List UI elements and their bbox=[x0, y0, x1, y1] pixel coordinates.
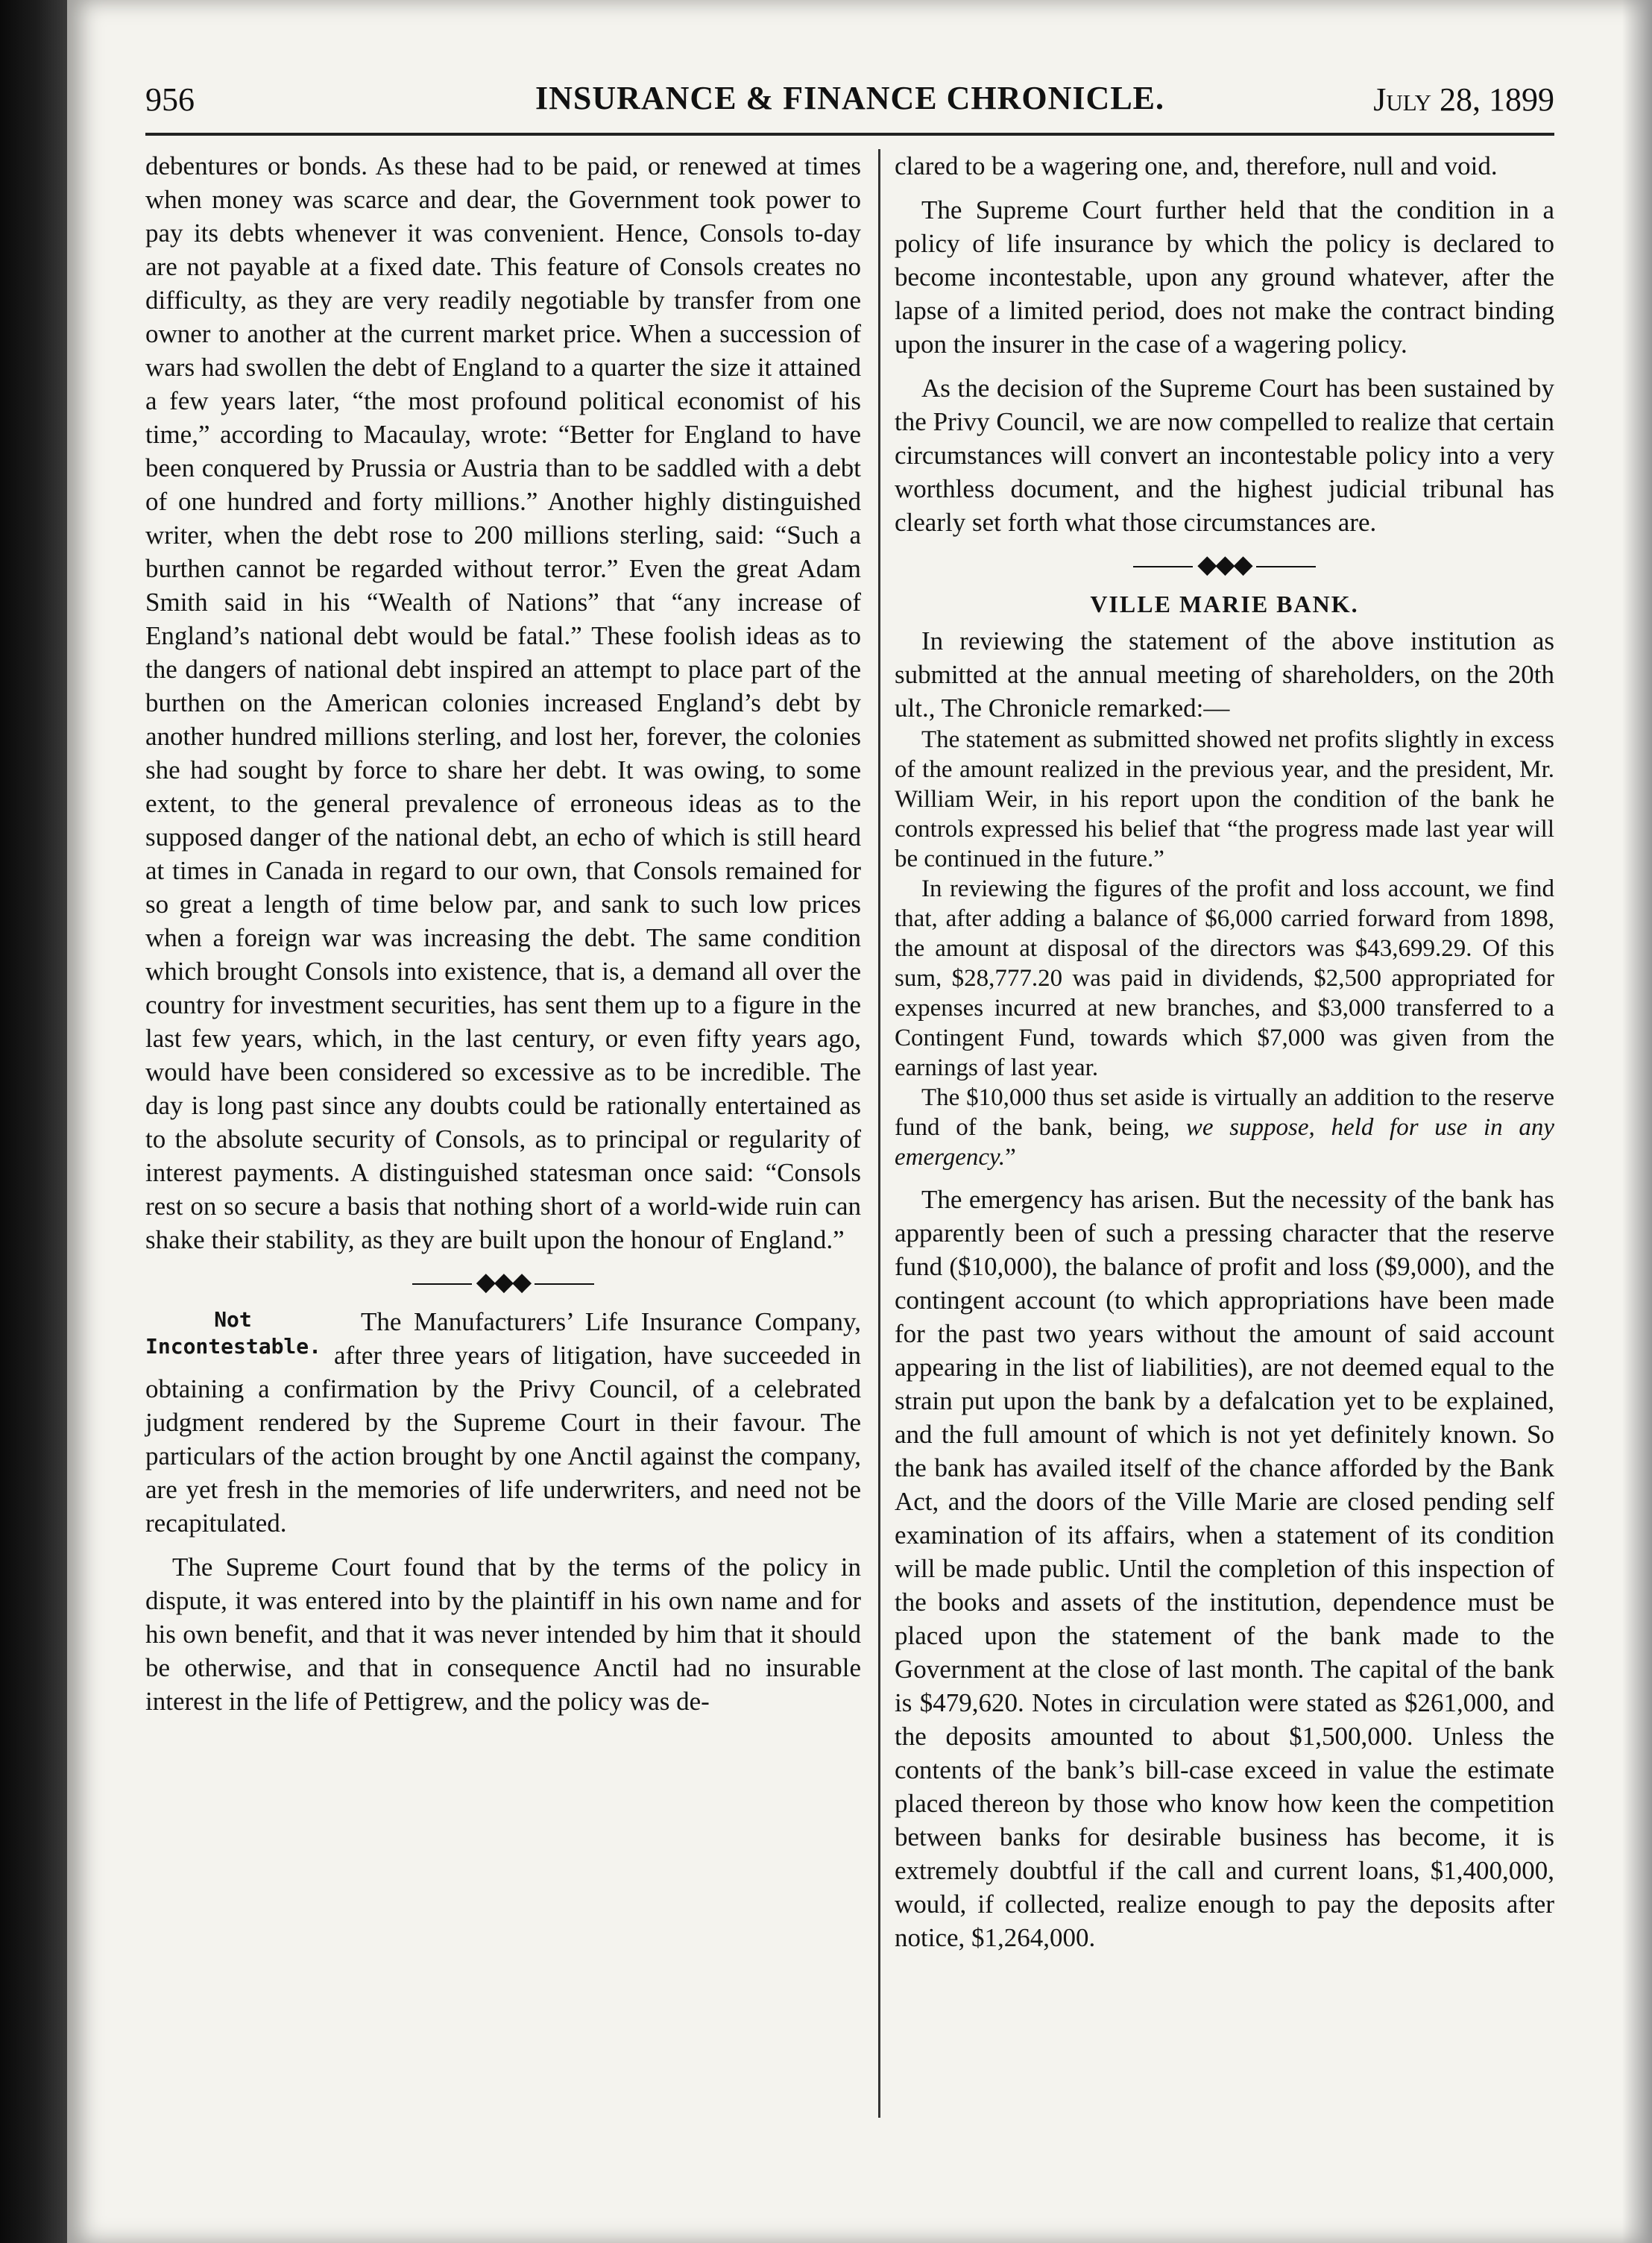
side-heading-not-incontestable: Not Incontestable. bbox=[145, 1307, 322, 1359]
reserve-addition-italic: we suppose, held for use in any emergency. bbox=[895, 1114, 1555, 1171]
emergency-paragraph: The emergency has arisen. But the necessity of the bank has apparently been of such a pressing character that the reserve fund ($10,000), the balance of profit and loss ($9,000), and the contingent account (to which appropriations have been made for the past two years without the amount of said account appearing in the list of liabilities), are not deemed equal to the strain put upon the bank by a defalcation yet to be explained, and the full amount of which is not yet definitely known. So the bank has availed itself of the chance afforded by the Bank Act, and the doors of the Ville Marie are closed pending self examination of its affairs, when a statement of its condition will be made public. Until the completion of this inspection of the books and assets of the institution, dependence must be placed upon the statement of the bank made to the Government at the close of last month. The capital of the bank is $479,620. Notes in circulation were stated as $261,000, and the deposits amounted to about $1,500,000. Unless the contents of the bank’s bill-case exceed in value the estimate placed thereon by those who know how keen the competition between banks for desirable business has become, it is extremely doubtful if the call and current loans, $1,400,000, would, if collected, realize enough to pay the deposits after notice, $1,264,000. bbox=[895, 1185, 1554, 1952]
page-number: 956 bbox=[145, 81, 195, 118]
incontestable-condition-paragraph: The Supreme Court further held that the condition in a policy of life insurance by which the policy is declared to become incontestable, upon any ground whatever, after the lapse of a limited period, does not make the contract binding upon the insurer in the case of a wagering policy. bbox=[895, 195, 1554, 359]
privy-council-paragraph: As the decision of the Supreme Court has been sustained by the Privy Council, we are now compelled to realize that certain circumstances will convert an incontestable policy into a very worthless document, and the highest judicial tribunal has clearly set forth what those circumstances are. bbox=[895, 374, 1554, 537]
ville-marie-intro-paragraph: In reviewing the statement of the above institution as submitted at the annual meeting of shareholders, on the 20th ult., The Chronicle remarked:— bbox=[895, 626, 1554, 723]
header-rule bbox=[145, 133, 1554, 136]
reserve-addition-text: The $10,000 thus set aside is virtually an addition to the reserve fund of the bank, being, bbox=[895, 1084, 1554, 1141]
section-divider-ornament: ◆◆◆ bbox=[145, 1265, 861, 1299]
supreme-court-finding-paragraph: The Supreme Court found that by the terms of the policy in dispute, it was entered into by the plaintiff in his own name and for his own benefit, and that it was never intended by him that it should be otherwise, and that in consequence Anctil had no insurable interest in the life of Pettigrew, and the policy was de- bbox=[145, 1553, 861, 1716]
issue-date: July 28, 1899 bbox=[1373, 81, 1554, 118]
reserve-addition-quote-paragraph bbox=[895, 1083, 1554, 1172]
journal-title: INSURANCE & FINANCE CHRONICLE. bbox=[535, 80, 1165, 116]
net-profits-quote-paragraph: The statement as submitted showed net profits slightly in excess of the amount realized in the previous year, and the president, Mr. William Weir, in his report upon the condition of the bank he controls expressed his belief that “the progress made last year will be continued in the future.” bbox=[895, 726, 1554, 872]
column-divider bbox=[878, 149, 880, 2118]
section-divider-ornament: ◆◆◆ bbox=[895, 548, 1554, 582]
profit-loss-quote-paragraph: In reviewing the figures of the profit and loss account, we find that, after adding a balance of $6,000 carried forward from 1898, the amount at disposal of the directors was $43,699.29. Of this sum, $28,777.20 was paid in dividends, $2,500 appropriated for expenses incurred at new branches, and $3,000 transferred to a Contingent Fund, towards which $7,000 was given from the earnings of last year. bbox=[895, 875, 1554, 1081]
consols-article-continuation: debentures or bonds. As these had to be paid, or renewed at times when money was scarce and dear, the Government took power to pay its debts whenever it was convenient. Hence, Consols to-day are not payable at a fixed date. This feature of Consols creates no difficulty, as they are very readily negotiable by transfer from one owner to another at the current market price. When a succession of wars had swollen the debt of England to a quarter the size it attained a few years later, “the most profound political economist of his time,” according to Macaulay, wrote: “Better for England to have been conquered by Prussia or Austria than to be saddled with a debt of one hundred and forty millions.” Another highly distinguished writer, when the debt rose to 200 millions sterling, said: “Such a burthen cannot be regarded without terror.” Even the great Adam Smith said in his “Wealth of Nations” that “any increase of England’s national debt would be fatal.” These foolish ideas as to the dangers of national debt inspired an attempt to place part of the burthen on the American colonies increased England’s debt by another hundred millions sterling, and lost her, forever, the colonies she had sought by force to share her debt. It was owing, to some extent, to the general prevalence of erroneous ideas as to the supposed danger of the national debt, an echo of which is still heard at times in Canada in regard to our own, that Consols remained for so great a length of time below par, and sank to such low prices when a foreign war was increasing the debt. The same condition which brought Consols into existence, that is, a demand all over the country for investment securities, has sent them up to a figure in the last few years, which, in the last century, or even fifty years ago, would have been considered so excessive as to be incredible. The day is long past since any doubts could be rationally entertained as to the absolute security of Consols, as to principal or regularity of interest payments. A distinguished statesman once said: “Consols rest on so secure a basis that nothing short of a world-wide ruin can shake their stability, as they are built upon the honour of England.” bbox=[145, 151, 861, 1254]
wagering-policy-continuation: clared to be a wagering one, and, therefore, null and void. bbox=[895, 151, 1498, 180]
reserve-addition-close-quote: ” bbox=[1005, 1144, 1016, 1171]
page-edge-shadow bbox=[1622, 0, 1652, 2243]
scan-binding-edge bbox=[0, 0, 67, 2243]
left-column bbox=[145, 149, 861, 1718]
page-header bbox=[145, 75, 1554, 127]
ville-marie-bank-heading: VILLE MARIE BANK. bbox=[1090, 591, 1359, 617]
right-column bbox=[895, 149, 1554, 1954]
manufacturers-life-paragraph: The Manufacturers’ Life Insurance Company, after three years of litigation, have succeeded in obtaining a confirmation by the Privy Council, of a celebrated judgment rendered by the Supreme Court in their favour. The particulars of the action brought by one Anctil against the company, are yet fresh in the memories of life underwriters, and need not be recapitulated. bbox=[145, 1307, 861, 1538]
